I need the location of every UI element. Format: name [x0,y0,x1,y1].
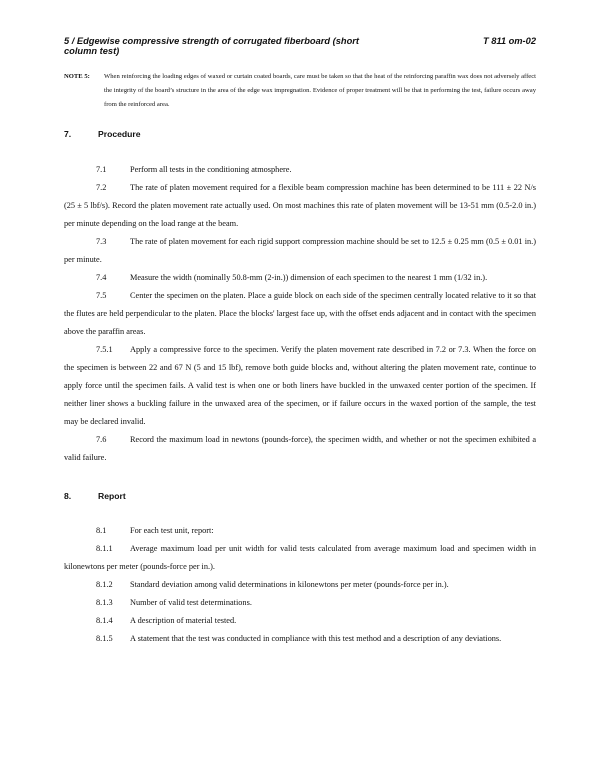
list-item [64,630,536,648]
section-number: 7. [64,129,72,139]
list-item [64,341,536,431]
section-title: Procedure [98,129,141,139]
clause-number: 7.5 [96,291,107,300]
running-header-doc-id: T 811 om-02 [482,36,536,46]
list-item [64,233,536,269]
clause-text: A description of material tested. [130,616,237,625]
list-item [64,161,536,179]
clause-text: Average maximum load per unit width for valid tests calculated from average maximum load and specimen width in kilonewtons per meter (pounds-force per in.). [64,544,536,571]
clause-number: 8.1.2 [96,580,113,589]
clause-number: 7.4 [96,273,107,282]
list-item [64,431,536,467]
clause-text: The rate of platen movement for each rigid support compression machine should be set to 12.5 ± 0.25 mm (0.5 ± 0.01 in.) per minute. [64,237,536,264]
clause-number: 7.2 [96,183,107,192]
section-heading-procedure [64,129,141,139]
clause-text: Apply a compressive force to the specimen. Verify the platen movement rate described in 7.2 or 7.3. When the force on the specimen is between 22 and 67 N (5 and 15 lbf), remove both guide blocks and, without altering the platen movement rate, continue to apply force until the specimen fails. A valid test is when one or both liners have buckled in the unwaxed center portion of the specimen. If neither liner shows a buckling failure in the unwaxed area of the specimen, or if failure occurs in the waxed portion of the sample, the test may be declared invalid. [64,345,536,426]
list-item [64,594,536,612]
report-body [64,522,536,648]
clause-text: A statement that the test was conducted in compliance with this test method and a description of any deviations. [130,634,502,643]
clause-text: Measure the width (nominally 50.8-mm (2-in.)) dimension of each specimen to the nearest 1 mm (1/32 in.). [130,273,488,282]
section-title: Report [98,491,126,501]
list-item [64,522,536,540]
clause-number: 8.1.1 [96,544,113,553]
list-item [64,269,536,287]
clause-text: For each test unit, report: [130,526,214,535]
clause-text: Center the specimen on the platen. Place a guide block on each side of the specimen centrally located relative to it so that the flutes are held perpendicular to the platen. Place the blocks' largest face up, with the offset ends adjacent and in contact with the specimen above the paraffin areas. [64,291,536,336]
list-item [64,287,536,341]
note-label: NOTE 5: [64,73,90,80]
list-item [64,576,536,594]
procedure-body [64,161,536,467]
note-text: When reinforcing the loading edges of waxed or curtain coated boards, care must be taken so that the heat of the reinforcing paraffin wax does not adversely affect the integrity of the board’s structure in the area of the edge wax impregnation. Evidence of proper treatment will be that in performing the test, failure occurs away from the reinforced area. [104,73,536,108]
clause-number: 7.6 [96,435,107,444]
clause-text: The rate of platen movement required for a flexible beam compression machine has been determined to be 111 ± 22 N/s (25 ± 5 lbf/s). Record the platen movement rate actually used. On most machines this rate of platen movement will be 13-51 mm (0.5-2.0 in.) per minute depending on the load range at the beam. [64,183,536,228]
clause-number: 7.3 [96,237,107,246]
clause-text: Perform all tests in the conditioning atmosphere. [130,165,292,174]
section-heading-report [64,491,126,501]
running-header-title: 5 / Edgewise compressive strength of corrugated fiberboard (short column test) [64,36,359,56]
list-item [64,540,536,576]
clause-text: Number of valid test determinations. [130,598,252,607]
clause-number: 8.1 [96,526,107,535]
clause-number: 8.1.4 [96,616,113,625]
clause-number: 7.1 [96,165,107,174]
clause-number: 8.1.5 [96,634,113,643]
clause-text: Standard deviation among valid determinations in kilonewtons per meter (pounds-force per in.). [130,580,449,589]
clause-number: 8.1.3 [96,598,113,607]
clause-text: Record the maximum load in newtons (pounds-force), the specimen width, and whether or not the specimen exhibited a valid failure. [64,435,536,462]
list-item [64,612,536,630]
section-number: 8. [64,491,72,501]
list-item [64,179,536,233]
clause-number: 7.5.1 [96,345,113,354]
